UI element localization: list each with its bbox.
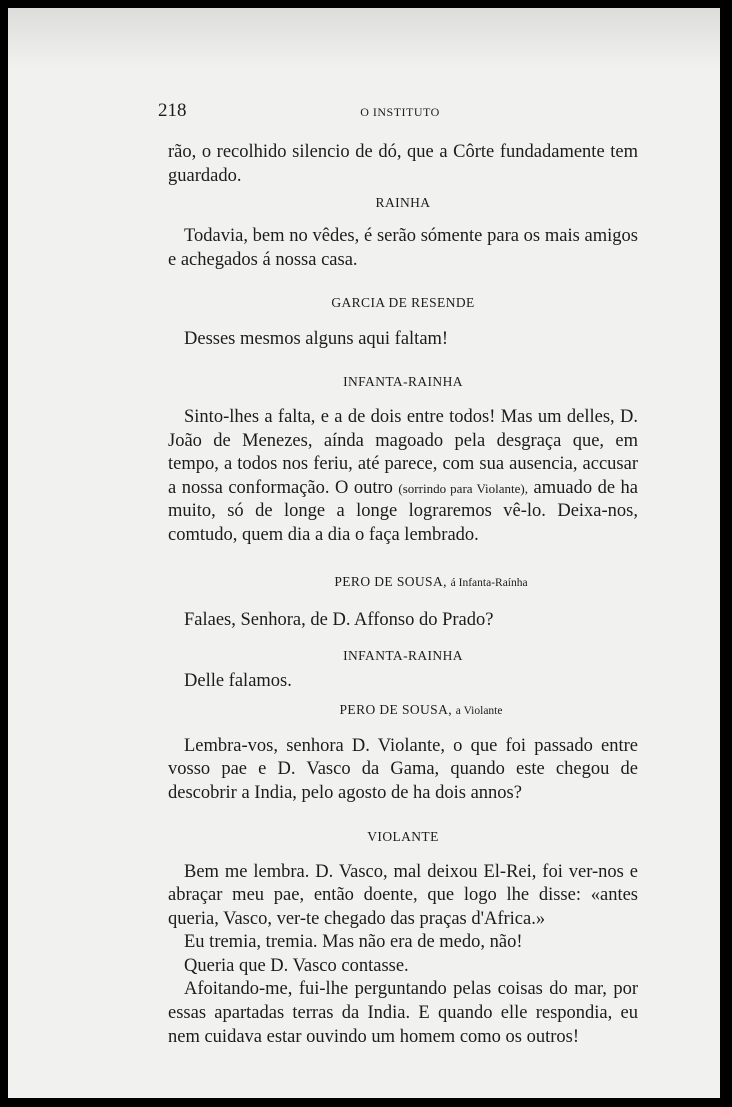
stage-direction-infanta: á Infanta-Raínha (450, 576, 528, 589)
stage-direction-violante: a Violante (455, 704, 503, 717)
continuation-text: rão, o recolhido silencio de dó, que a Côrte fundadamente tem guardado. (168, 142, 638, 186)
speech-violante-4: Afoitando-me, fui-lhe perguntando pelas coisas do mar, por essas apartadas terras da India. E quando elle respondia, eu nem cuidava estar ouvindo um homem como os outros! (168, 979, 638, 1047)
speech-garcia-de-resende: Desses mesmos alguns aqui faltam! (184, 329, 449, 350)
speaker-violante: VIOLANTE (367, 828, 439, 844)
speech-rainha: Todavia, bem no vêdes, é serão sómente para os mais amigos e achegados á nossa casa. (168, 226, 638, 270)
speaker-garcia-de-resende: GARCIA DE RESENDE (331, 295, 475, 311)
page-header (158, 100, 642, 124)
speech-infanta-rainha-part-2: amuado de ha muito, só de longe a longe lograremos vê-lo. Deixa-nos, comtudo, quem dia a dia o faça lembrado. (168, 477, 638, 545)
speaker-rainha: RAINHA (375, 195, 431, 211)
page-body (168, 141, 638, 1049)
speaker-infanta-rainha-2: INFANTA-RAINHA (343, 648, 463, 664)
speech-infanta-rainha-2: Delle falamos. (184, 671, 292, 692)
stage-direction: (sorrindo para Violante), (398, 480, 529, 496)
speaker-pero-de-sousa-2-name: PERO DE SOUSA, (339, 701, 453, 717)
speech-violante-2: Eu tremia, tremia. Mas não era de medo, não! (184, 932, 523, 953)
speaker-pero-de-sousa-2 (168, 700, 638, 721)
speech-violante-3: Queria que D. Vasco contasse. (184, 955, 409, 976)
speech-pero-de-sousa-2: Lembra-vos, senhora D. Violante, o que foi passado entre vosso pae e D. Vasco da Gama, quando este chegou de descobrir a India, pelo agosto de ha dois annos? (168, 735, 638, 803)
page-number: 218 (158, 100, 187, 121)
speech-violante-1: Bem me lembra. D. Vasco, mal deixou El-Rei, foi ver-nos e abraçar meu pae, então doente, que logo lhe disse: «antes queria, Vasco, ver-te chegado das praças d'Africa.» (168, 861, 638, 929)
speaker-pero-de-sousa-name: PERO DE SOUSA, (334, 573, 447, 589)
speech-infanta-rainha-part-1: Sinto-lhes a falta, e a de dois entre todos! Mas um delles, D. João de Menezes, aínda magoado pela desgraça que, em tempo, a todos nos feriu, até parece, com sua ausencia, accusar a nossa conformação. O outro (168, 406, 638, 498)
speaker-pero-de-sousa (168, 572, 638, 593)
speech-pero-de-sousa: Falaes, Senhora, de D. Affonso do Prado? (184, 609, 494, 630)
running-title: O INSTITUTO (360, 105, 440, 119)
speaker-infanta-rainha: INFANTA-RAINHA (343, 373, 463, 389)
book-page (8, 8, 720, 1098)
speech-infanta-rainha (168, 406, 638, 548)
